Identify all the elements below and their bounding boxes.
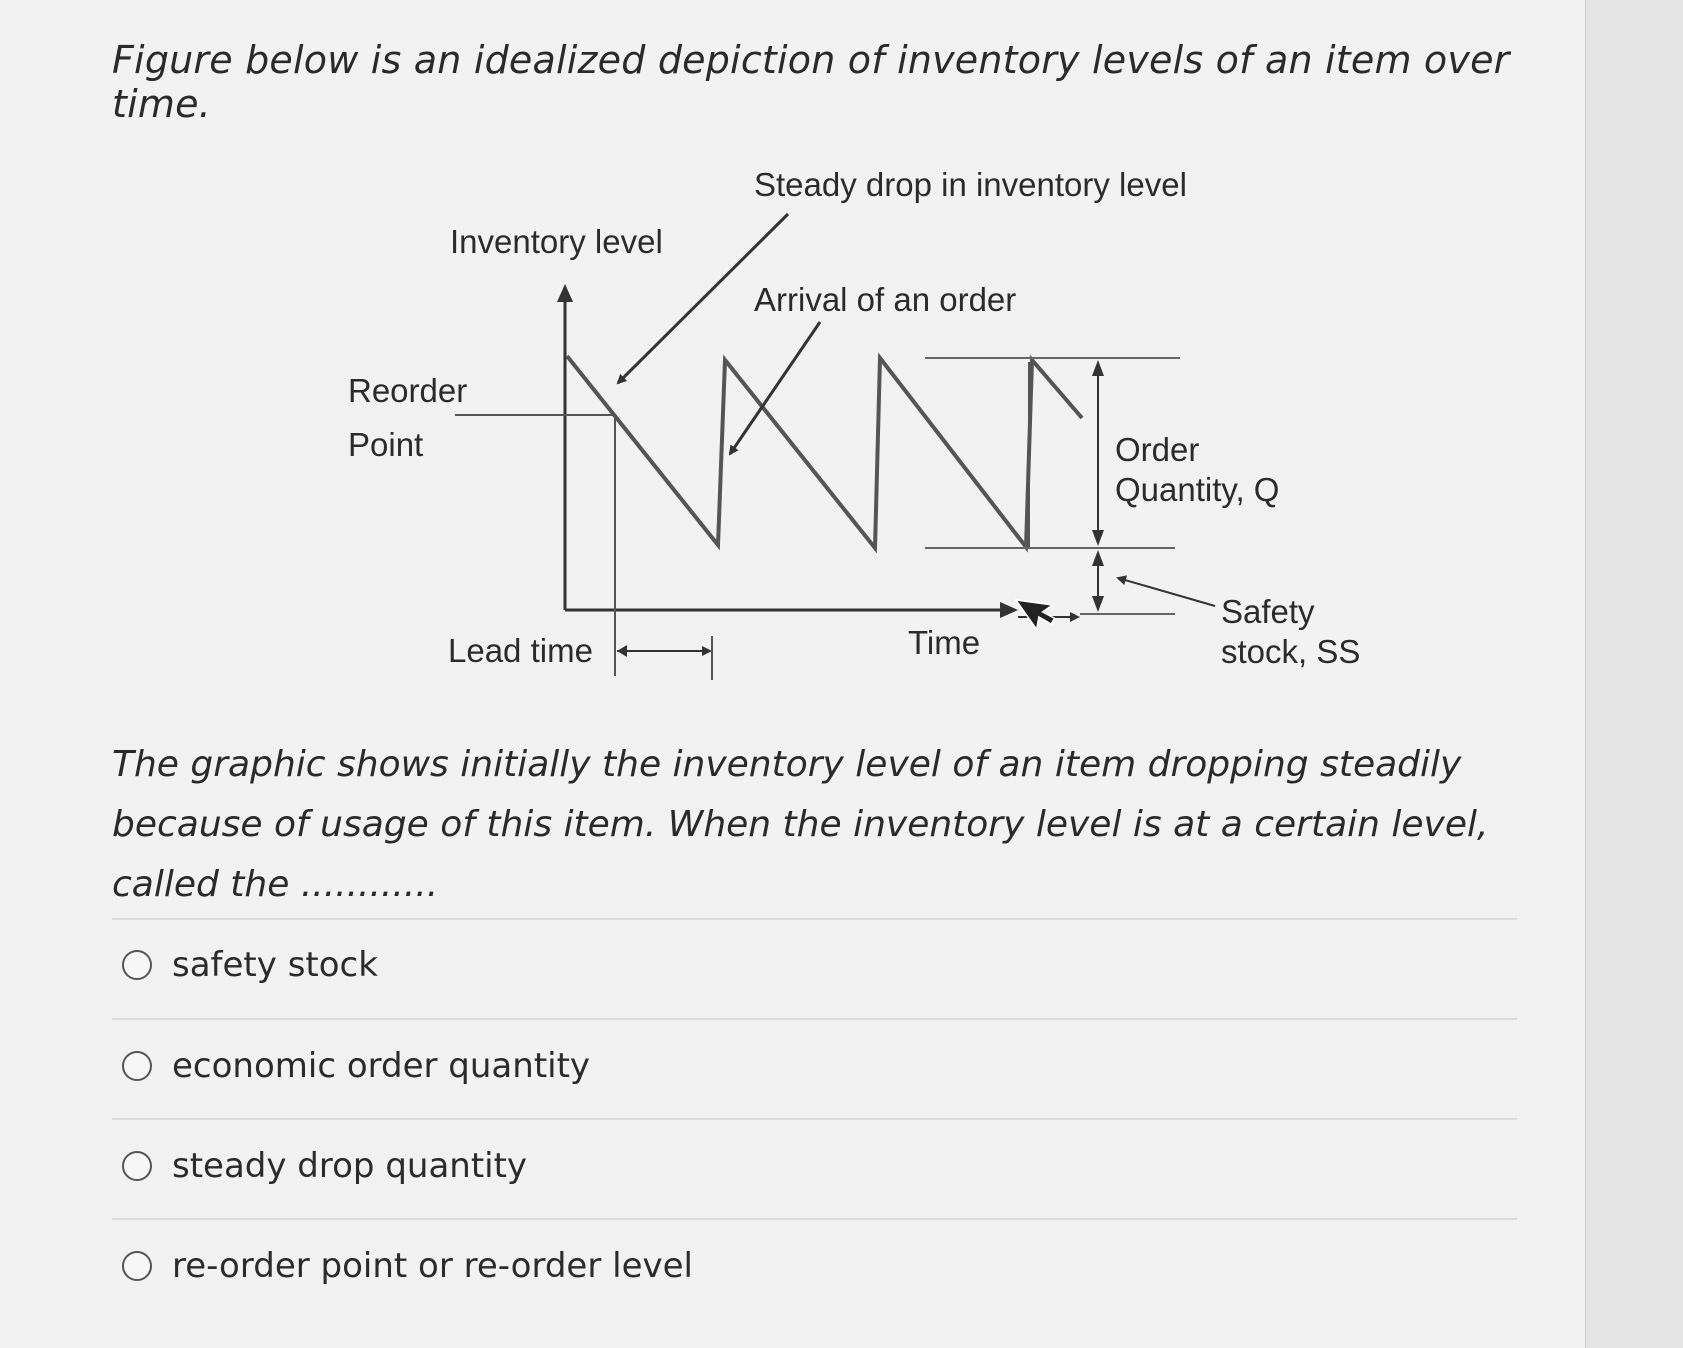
option-label: economic order quantity: [172, 1046, 591, 1086]
y-axis-arrow-icon: [557, 284, 573, 302]
divider: [112, 1018, 1517, 1020]
safety-line1: Safety: [1221, 593, 1315, 630]
reorder-label-line2: Point: [348, 426, 424, 463]
reorder-label-line1: Reorder: [348, 372, 468, 409]
cursor-icon: [1016, 585, 1061, 633]
radio-button[interactable]: [122, 1151, 152, 1181]
option-label: re-order point or re-order level: [172, 1246, 693, 1286]
divider: [112, 1118, 1517, 1120]
option-re-order-point[interactable]: [122, 1246, 693, 1286]
option-economic-order-quantity[interactable]: [122, 1046, 590, 1086]
safety-line2: stock, SS: [1221, 633, 1361, 670]
divider: [112, 918, 1517, 920]
page-margin: [1586, 0, 1683, 1348]
arrival-pointer: [730, 322, 820, 454]
steady-drop-label: Steady drop in inventory level: [754, 166, 1187, 203]
arrival-label: Arrival of an order: [754, 281, 1017, 318]
option-label: safety stock: [172, 945, 378, 985]
lead-time-label: Lead time: [448, 632, 593, 669]
option-label: steady drop quantity: [172, 1146, 528, 1186]
question-prompt: The graphic shows initially the inventory level of an item dropping steadily because of usage of this item. When the inventory level is at a certain level, called the ............: [112, 744, 1489, 905]
order-qty-line2: Quantity, Q: [1115, 471, 1280, 508]
x-axis-arrow-icon: [1000, 602, 1018, 618]
inventory-level-label: Inventory level: [450, 223, 663, 260]
radio-button[interactable]: [122, 1051, 152, 1081]
order-qty-line1: Order: [1115, 431, 1200, 468]
option-safety-stock[interactable]: [122, 945, 378, 985]
radio-button[interactable]: [122, 1251, 152, 1281]
time-label: Time: [908, 624, 981, 661]
radio-button[interactable]: [122, 950, 152, 980]
inventory-sawtooth: [567, 356, 1082, 548]
question-intro: Figure below is an idealized depiction of inventory levels of an item over time.: [112, 38, 1510, 126]
divider: [112, 1218, 1517, 1220]
option-steady-drop-quantity[interactable]: [122, 1146, 527, 1186]
